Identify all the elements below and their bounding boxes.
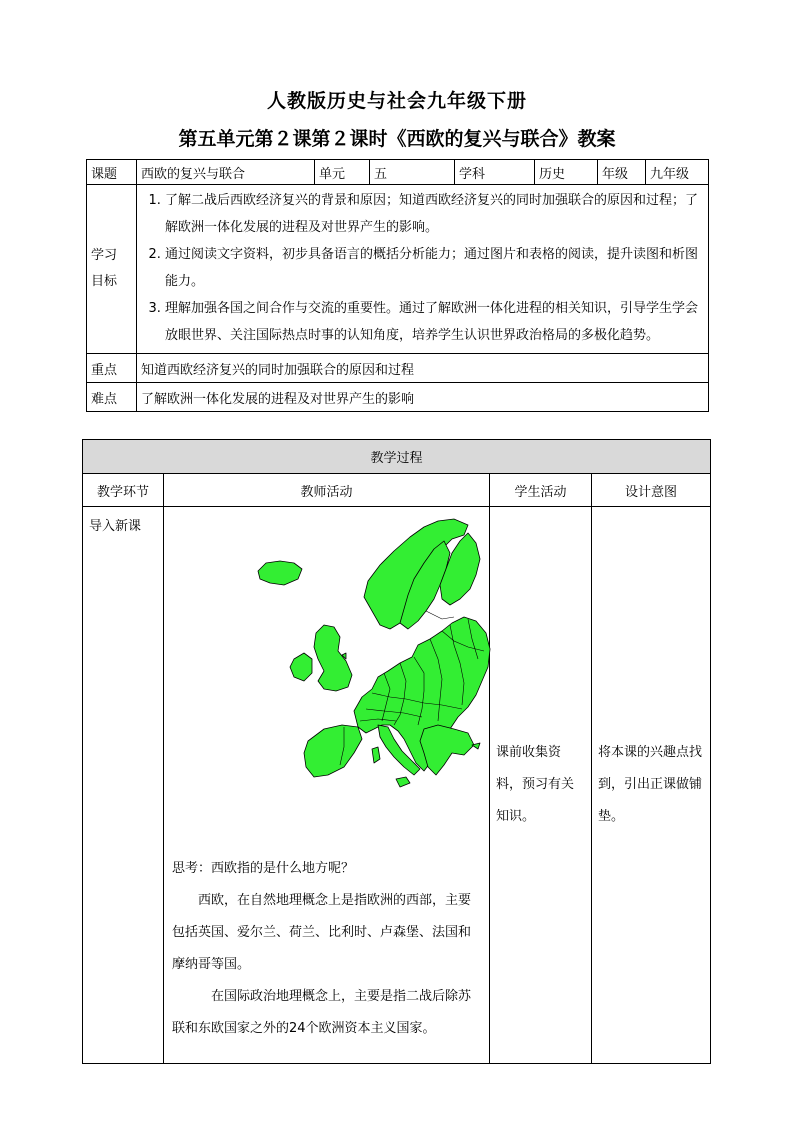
ireland-shape [290,653,312,681]
unit-value: 五 [370,160,455,185]
lesson-label: 课题 [87,160,137,185]
subject-value: 历史 [535,160,598,185]
key-value: 知道西欧经济复兴的同时加强联合的原因和过程 [137,354,709,383]
key-label: 重点 [87,354,137,383]
subject-label: 学科 [455,160,535,185]
think-question: 思考：西欧指的是什么地方呢？ [172,861,355,876]
header-student: 学生活动 [490,474,592,507]
student-activity: 课前收集资料，预习有关知识。 [490,507,592,1064]
difficult-label: 难点 [87,383,137,412]
grade-label: 年级 [598,160,646,185]
process-section-title: 教学过程 [83,440,711,474]
unit-label: 单元 [315,160,370,185]
teacher-activity [164,507,490,1064]
doc-title: 人教版历史与社会九年级下册 [266,90,527,112]
goal-item: 2. 通过阅读文字资料，初步具备语言的概括分析能力；通过图片和表格的阅读，提升读图和析图能力。 [165,241,700,295]
iberia-shape [304,725,362,777]
header-teacher: 教师活动 [164,474,490,507]
header-step: 教学环节 [83,474,164,507]
header-intent: 设计意图 [592,474,711,507]
iceland-shape [258,561,302,585]
difficult-value: 了解欧洲一体化发展的进程及对世界产生的影响 [137,383,709,412]
process-table [82,439,711,1064]
doc-subtitle: 第五单元第２课第２课时《西欧的复兴与联合》教案 [178,128,616,150]
grade-value: 九年级 [646,160,709,185]
goal-item: 3. 理解加强各国之间合作与交流的重要性。通过了解欧洲一体化进程的相关知识，引导学生学会放眼世界、关注国际热点时事的认知角度，培养学生认识世界政治格局的多极化趋势。 [165,295,700,349]
goal-item: 1. 了解二战后西欧经济复兴的背景和原因；知道西欧经济复兴的同时加强联合的原因和过程；了解欧洲一体化发展的进程及对世界产生的影响。 [165,187,700,241]
balkans-shape [420,725,474,775]
design-intent: 将本课的兴趣点找到，引出正课做铺垫。 [592,507,711,1064]
sardinia-shape [372,747,380,763]
lesson-info-table [86,159,709,412]
west-europe-political-def: 在国际政治地理概念上，主要是指二战后除苏联和东欧国家之外的24个欧洲资本主义国家。 [172,989,472,1036]
goals-label: 学习目标 [87,185,137,354]
sicily-shape [396,777,410,787]
west-europe-natural-def: 西欧，在自然地理概念上是指欧洲的西部，主要包括英国、爱尔兰、荷兰、比利时、卢森堡、法国和摩纳哥等国。 [172,893,472,972]
europe-map-image [254,513,494,803]
lesson-value: 西欧的复兴与联合 [137,160,315,185]
step-name: 导入新课 [83,507,164,1064]
europe-map [254,513,494,803]
goals-cell [137,185,709,354]
